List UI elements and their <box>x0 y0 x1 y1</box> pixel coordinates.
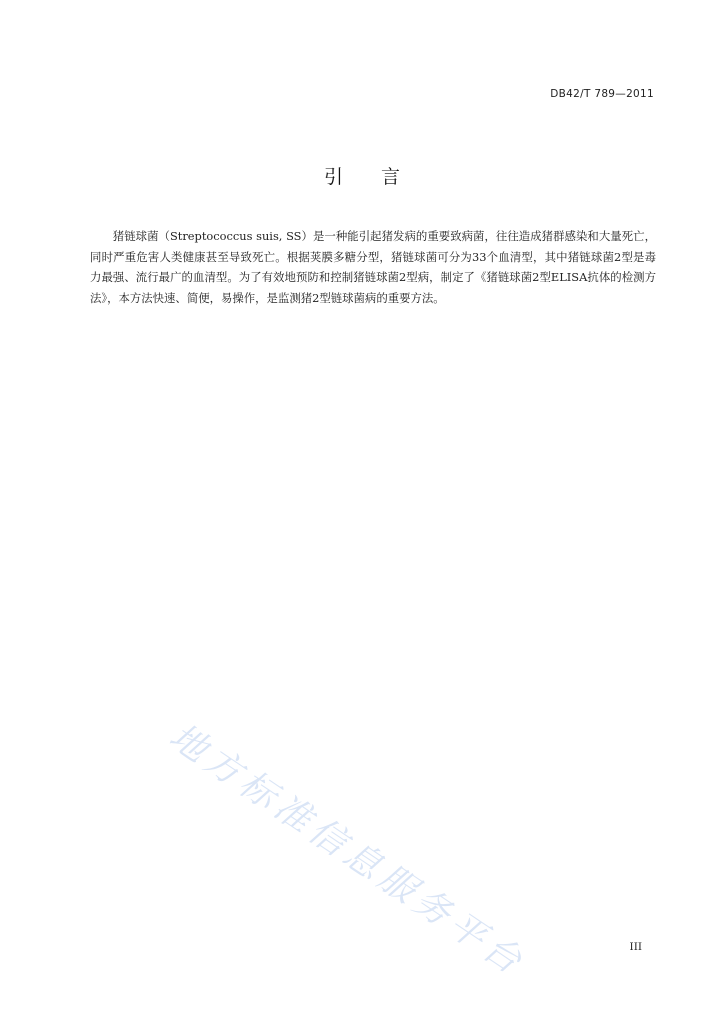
watermark: 地方标准信息服务平台 <box>161 715 533 985</box>
standard-code: DB42/T 789—2011 <box>550 88 654 100</box>
page-title <box>0 162 724 189</box>
introduction-paragraph: 猪链球菌（Streptococcus suis, SS）是一种能引起猪发病的重要致病菌，往往造成猪群感染和大量死亡，同时严重危害人类健康甚至导致死亡。根据荚膜多糖分型，猪链球菌可分为33个血清型，其中猪链球菌2型是毒力最强、流行最广的血清型。为了有效地预防和控制猪链球菌2型病，制定了《猪链球菌2型ELISA抗体的检测方法》，本方法快速、简便，易操作，是监测猪2型链球菌病的重要方法。 <box>90 229 656 305</box>
page-number: III <box>629 941 642 953</box>
title-char-2: 言 <box>381 166 401 188</box>
title-char-1: 引 <box>323 166 343 188</box>
